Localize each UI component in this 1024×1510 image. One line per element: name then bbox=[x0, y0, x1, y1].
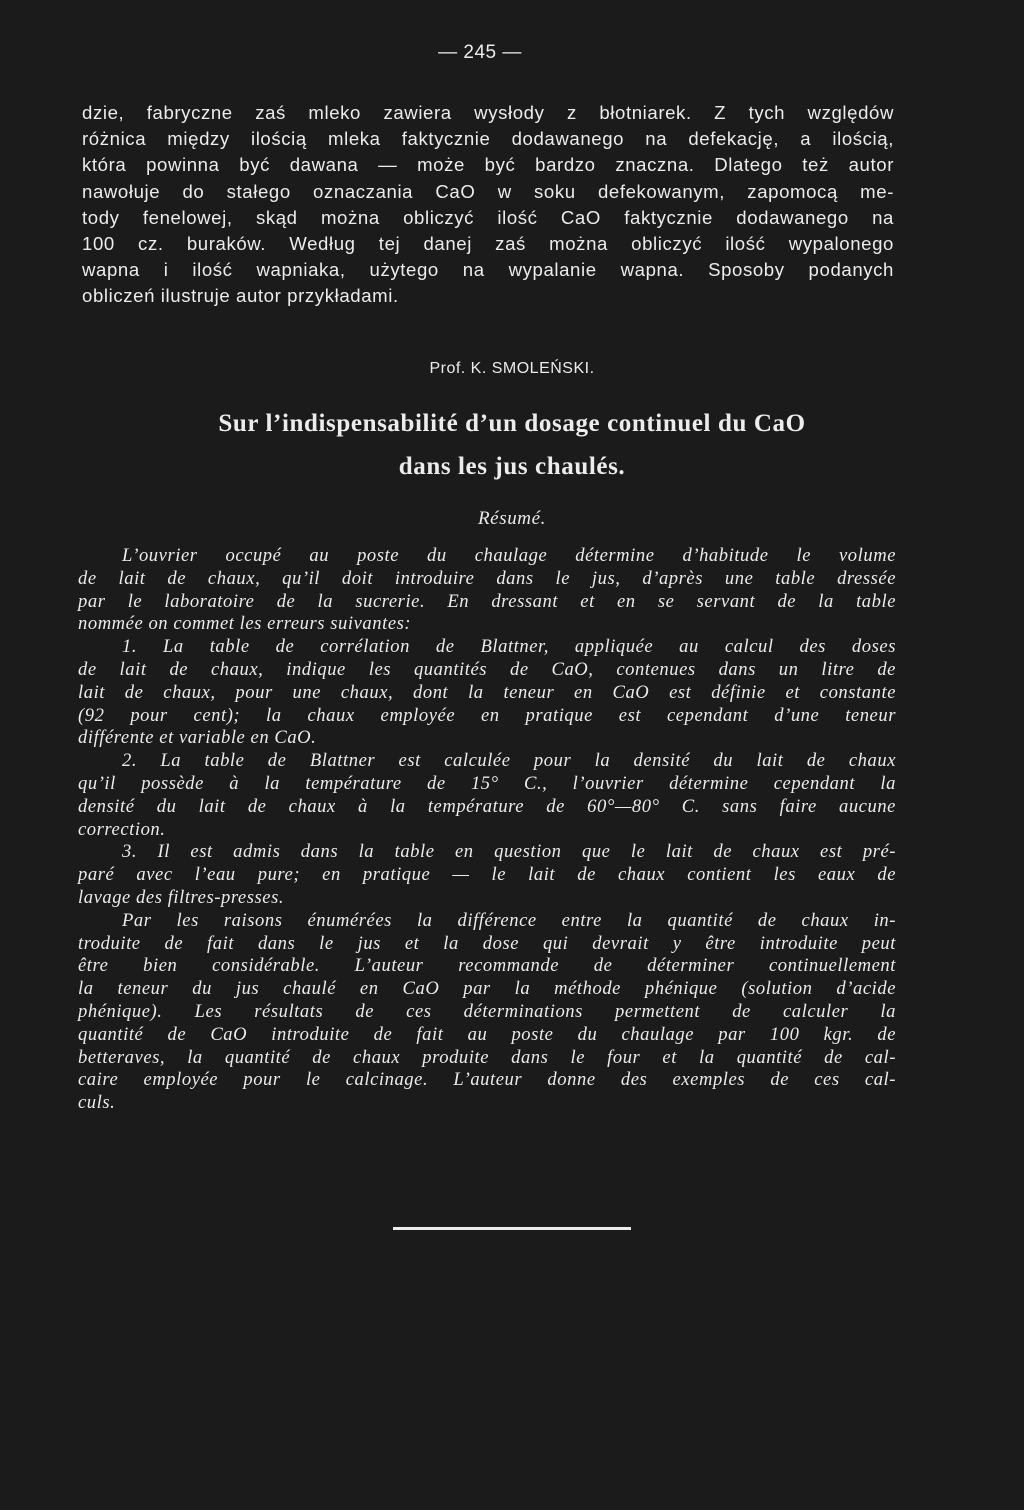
summary-line: (92 pour cent); la chaux employée en pratique est cependant d’une teneur bbox=[78, 704, 896, 726]
summary-line: L’ouvrier occupé au poste du chaulage détermine d’habitude le volume bbox=[122, 545, 896, 566]
polish-line: 100 cz. buraków. Według tej danej zaś można obliczyć ilość wypalonego bbox=[82, 233, 894, 255]
end-rule bbox=[393, 1227, 631, 1230]
french-summary-body bbox=[78, 545, 896, 1115]
author-name: Prof. K. SMOLEŃSKI. bbox=[429, 360, 595, 377]
polish-line: która powinna być dawana — może być bardzo znaczna. Dlatego też autor bbox=[82, 154, 894, 176]
summary-line: betteraves, la quantité de chaux produite dans le four et la quantité de cal- bbox=[78, 1046, 896, 1068]
polish-line: dzie, fabryczne zaś mleko zawiera wysłody z błotniarek. Z tych względów bbox=[82, 102, 894, 123]
summary-line: culs. bbox=[78, 1092, 116, 1114]
article-title-line-1: Sur l’indispensabilité d’un dosage continuel du CaO bbox=[218, 410, 806, 437]
summary-line: correction. bbox=[78, 818, 166, 840]
summary-line: quantité de CaO introduite de fait au poste du chaulage par 100 kgr. de bbox=[78, 1023, 896, 1045]
summary-line: nommée on commet les erreurs suivantes: bbox=[78, 613, 412, 635]
polish-line: tody fenelowej, skąd można obliczyć ilość CaO faktycznie dodawanego na bbox=[82, 206, 894, 228]
summary-line: de lait de chaux, qu’il doit introduire dans le jus, d’après une table dressée bbox=[78, 567, 896, 589]
summary-line: lavage des filtres-presses. bbox=[78, 886, 285, 908]
summary-line: de lait de chaux, indique les quantités de CaO, contenues dans un litre de bbox=[78, 658, 896, 680]
summary-line: 3. Il est admis dans la table en question que le lait de chaux est pré- bbox=[122, 841, 896, 863]
page-number: — 245 — bbox=[438, 42, 522, 63]
resume-heading: Résumé. bbox=[477, 508, 547, 529]
summary-line: qu’il possède à la température de 15° C., l’ouvrier détermine cependant la bbox=[78, 772, 896, 794]
summary-line: lait de chaux, pour une chaux, dont la teneur en CaO est définie et constante bbox=[78, 681, 896, 703]
summary-line: 1. La table de corrélation de Blattner, appliquée au calcul des doses bbox=[122, 636, 896, 658]
summary-line: différente et variable en CaO. bbox=[78, 727, 317, 749]
polish-line: różnica między ilością mleka faktycznie dodawanego na defekację, a ilością, bbox=[82, 128, 894, 150]
summary-line: paré avec l’eau pure; en pratique — le lait de chaux contient les eaux de bbox=[78, 864, 896, 886]
summary-line: troduite de fait dans le jus et la dose qui devrait y être introduite peut bbox=[78, 932, 896, 954]
summary-line: être bien considérable. L’auteur recommande de déterminer continuellement bbox=[78, 955, 896, 977]
article-title-line-2: dans les jus chaulés. bbox=[398, 453, 626, 480]
summary-line: 2. La table de Blattner est calculée pour la densité du lait de chaux bbox=[122, 750, 896, 772]
polish-line: wapna i ilość wapniaka, użytego na wypalanie wapna. Sposoby podanych bbox=[82, 259, 894, 281]
summary-line: densité du lait de chaux à la température de 60°—80° C. sans faire aucune bbox=[78, 795, 896, 817]
polish-line: obliczeń ilustruje autor przykładami. bbox=[82, 285, 399, 307]
summary-line: phénique). Les résultats de ces déterminations permettent de calculer la bbox=[78, 1000, 896, 1022]
summary-line: Par les raisons énumérées la différence entre la quantité de chaux in- bbox=[122, 909, 896, 931]
polish-line: nawołuje do stałego oznaczania CaO w soku defekowanym, zapomocą me- bbox=[82, 180, 894, 202]
polish-paragraph bbox=[82, 100, 894, 310]
summary-line: par le laboratoire de la sucrerie. En dressant et en se servant de la table bbox=[78, 590, 896, 612]
summary-line: caire employée pour le calcinage. L’auteur donne des exemples de ces cal- bbox=[78, 1069, 896, 1091]
summary-line: la teneur du jus chaulé en CaO par la méthode phénique (solution d’acide bbox=[78, 978, 896, 1000]
